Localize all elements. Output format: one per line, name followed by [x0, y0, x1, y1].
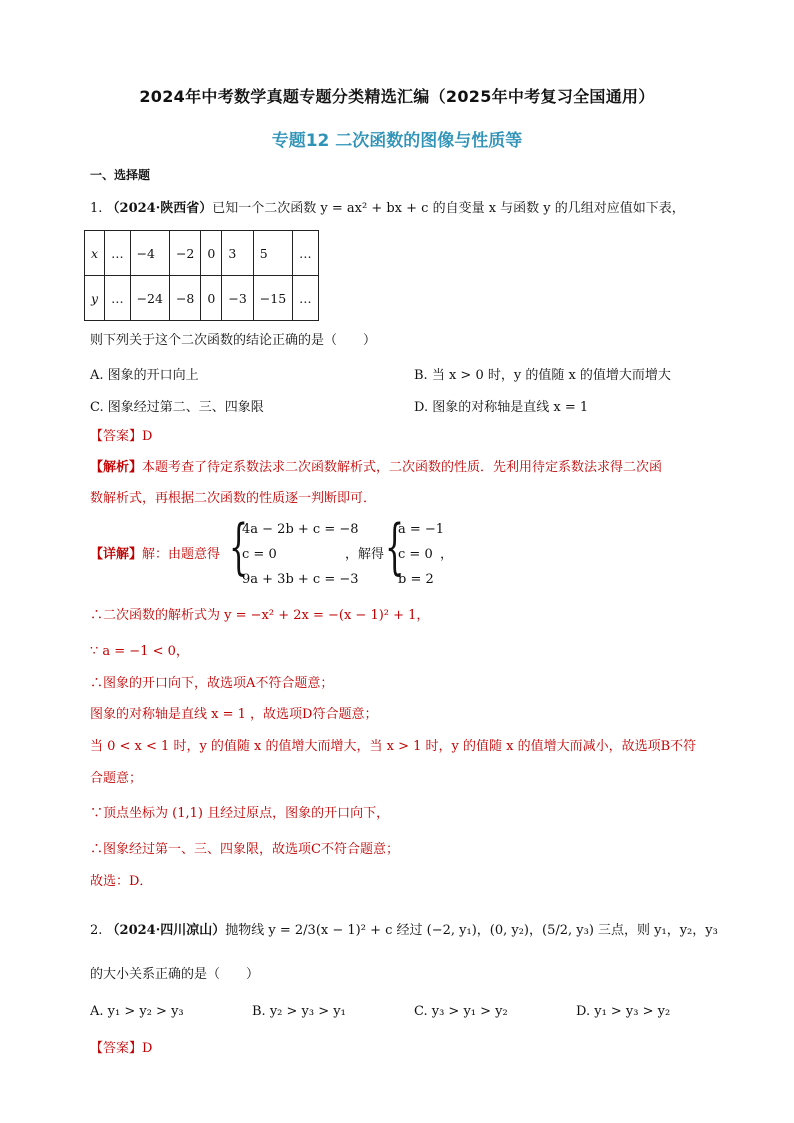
table-cell: −8 — [169, 276, 200, 321]
q1-stem-text: 已知一个二次函数 y = ax² + bx + c 的自变量 x 与函数 y 的几组对应值如下表， — [212, 201, 685, 216]
q2-source: （2024·四川凉山） — [106, 923, 226, 938]
section-heading: 一、选择题 — [90, 168, 151, 182]
document-title: 2024年中考数学真题专题分类精选汇编（2025年中考复习全国通用） — [139, 87, 655, 106]
q2-option-c: C. y₃ > y₁ > y₂ — [414, 1004, 508, 1019]
q2-stem-text: 抛物线 y = 2/3(x − 1)² + c 经过 (−2, y₁)，(0, y₂)，(5/2, y₃) 三点，则 y₁，y₂，y₃ — [225, 923, 718, 938]
detail-label: 【详解】 — [90, 547, 143, 562]
q2-option-d: D. y₁ > y₃ > y₂ — [576, 1004, 671, 1019]
table-cell: −15 — [253, 276, 292, 321]
q2-option-b: B. y₂ > y₃ > y₁ — [252, 1004, 346, 1019]
table-row-x — [85, 231, 319, 276]
q1-question: 则下列关于这个二次函数的结论正确的是（ ） — [90, 333, 377, 348]
equation-system-1 — [242, 517, 359, 592]
table-cell: y — [85, 276, 105, 321]
q1-stem — [90, 200, 685, 218]
q1-option-d: D. 图象的对称轴是直线 x = 1 — [414, 400, 589, 415]
equation-line: b = 2 — [398, 572, 434, 587]
solution-step: ∴图象经过第一、三、四象限，故选项C不符合题意； — [90, 842, 399, 857]
q1-value-table — [84, 230, 319, 321]
detail-text: 解：由题意得 — [142, 547, 221, 562]
table-cell: … — [105, 276, 131, 321]
table-cell: 0 — [201, 276, 222, 321]
equation-line: c = 0 — [398, 547, 433, 562]
q1-analysis — [90, 459, 662, 477]
solution-step: 图象的对称轴是直线 x = 1 ，故选项D符合题意； — [90, 707, 378, 722]
q1-option-a: A. 图象的开口向上 — [90, 368, 199, 383]
analysis-text-2: 数解析式，再根据二次函数的性质逐一判断即可． — [90, 491, 377, 506]
equation-line: 9a + 3b + c = −3 — [242, 572, 359, 587]
table-cell: 0 — [201, 231, 222, 276]
q2-answer: 【答案】D — [90, 1041, 153, 1056]
table-cell: 5 — [253, 231, 292, 276]
table-cell: x — [85, 231, 105, 276]
table-cell: … — [293, 231, 319, 276]
solution-step: 当 0 < x < 1 时，y 的值随 x 的值增大而增大，当 x > 1 时，y 的值随 x 的值增大而减小，故选项B不符 — [90, 739, 697, 754]
q1-source: （2024·陕西省） — [106, 201, 213, 216]
solution-step: 合题意； — [90, 771, 143, 786]
q2-option-a: A. y₁ > y₂ > y₃ — [90, 1004, 184, 1019]
equation-line: a = −1 — [398, 522, 445, 537]
analysis-label: 【解析】 — [90, 460, 143, 475]
q1-number: 1. — [90, 201, 103, 216]
solution-step: ∴图象的开口向下，故选项A不符合题意； — [90, 676, 334, 691]
table-cell: −3 — [222, 276, 253, 321]
detail-mid-text: ，解得 — [345, 547, 385, 562]
solution-step: ∴二次函数的解析式为 y = −x² + 2x = −(x − 1)² + 1， — [90, 608, 430, 623]
q1-detail — [90, 546, 220, 564]
equation-line: 4a − 2b + c = −8 — [242, 522, 359, 537]
solution-step: ∵ a = −1 < 0， — [90, 644, 189, 659]
table-row-y — [85, 276, 319, 321]
detail-end-text: ， — [440, 547, 454, 562]
equation-line: c = 0 — [242, 547, 277, 562]
table-cell: −24 — [130, 276, 169, 321]
q2-number: 2. — [90, 923, 103, 938]
table-cell: −4 — [130, 231, 169, 276]
analysis-text-1: 本题考查了待定系数法求二次函数解析式，二次函数的性质．先利用待定系数法求得二次函 — [142, 460, 663, 475]
q2-stem-2: 的大小关系正确的是（ ） — [90, 967, 260, 982]
equation-system-2 — [398, 517, 444, 592]
topic-title: 专题12 二次函数的图像与性质等 — [271, 131, 523, 151]
brace-icon: { — [229, 512, 249, 582]
table-cell: 3 — [222, 231, 253, 276]
solution-step: ∵顶点坐标为 (1,1) 且经过原点，图象的开口向下， — [90, 806, 390, 821]
q2-stem — [90, 922, 718, 940]
q1-answer: 【答案】D — [90, 429, 153, 444]
table-cell: … — [105, 231, 131, 276]
q1-option-c: C. 图象经过第二、三、四象限 — [90, 400, 264, 415]
solution-step: 故选：D． — [90, 874, 153, 889]
brace-icon: { — [385, 512, 405, 582]
table-cell: −2 — [169, 231, 200, 276]
table-cell: … — [293, 276, 319, 321]
q1-option-b: B. 当 x > 0 时，y 的值随 x 的值增大而增大 — [414, 368, 671, 383]
